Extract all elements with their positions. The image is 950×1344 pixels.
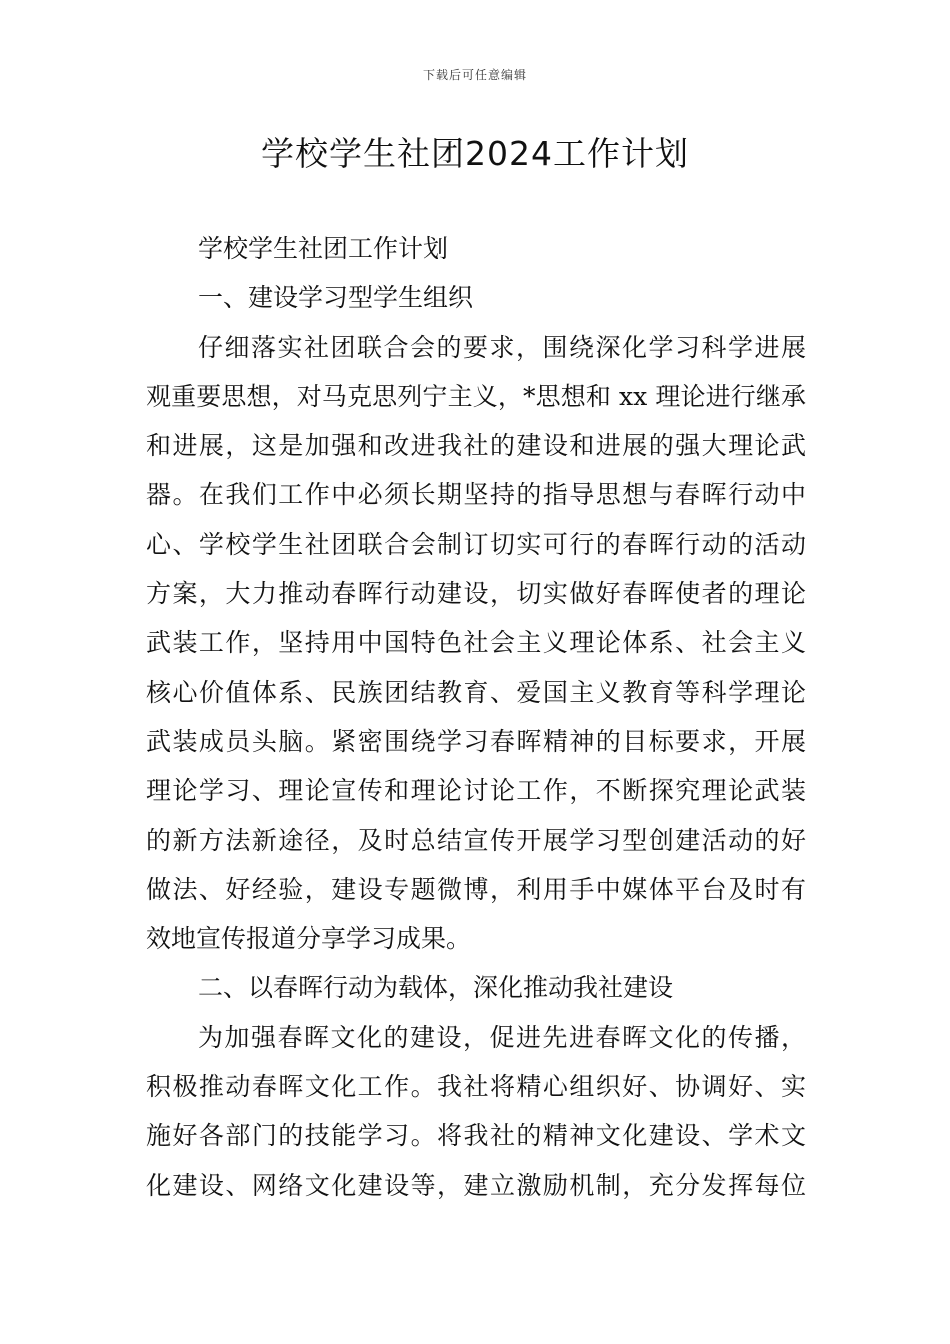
text-line: 的新方法新途径，及时总结宣传开展学习型创建活动的好: [146, 825, 806, 855]
text-line: 心、学校学生社团联合会制订切实可行的春晖行动的活动: [146, 529, 806, 559]
text-line: 和进展，这是加强和改进我社的建设和进展的强大理论武: [146, 431, 806, 461]
text-line: 观重要思想，对马克思列宁主义，*思想和 xx 理论进行继承: [146, 381, 806, 411]
text-line: 方案，大力推动春晖行动建设，切实做好春晖使者的理论: [146, 579, 806, 609]
text-line: 学校学生社团工作计划: [198, 234, 449, 263]
text-line: 化建设、网络文化建设等，建立激励机制，充分发挥每位: [146, 1170, 806, 1200]
text-line: 武装成员头脑。紧密围绕学习春晖精神的目标要求，开展: [146, 726, 806, 756]
text-line: 二、以春晖行动为载体，深化推动我社建设: [198, 973, 674, 1003]
text-line: 效地宣传报道分享学习成果。: [146, 924, 472, 954]
text-line: 理论学习、理论宣传和理论讨论工作，不断探究理论武装: [146, 776, 806, 806]
text-line: 积极推动春晖文化工作。我社将精心组织好、协调好、实: [146, 1072, 806, 1102]
text-line: 核心价值体系、民族团结教育、爱国主义教育等科学理论: [146, 677, 806, 707]
document-title: 学校学生社团2024工作计划: [261, 134, 689, 173]
text-line: 一、建设学习型学生组织: [198, 283, 474, 313]
header-note: 下载后可任意编辑: [422, 68, 527, 82]
text-line: 做法、好经验，建设专题微博，利用手中媒体平台及时有: [146, 874, 806, 904]
text-line: 为加强春晖文化的建设，促进先进春晖文化的传播，: [198, 1022, 806, 1052]
document-body: [146, 224, 806, 1210]
text-line: 施好各部门的技能学习。将我社的精神文化建设、学术文: [146, 1121, 806, 1151]
text-line: 武装工作，坚持用中国特色社会主义理论体系、社会主义: [146, 628, 806, 658]
text-line: 器。在我们工作中必须长期坚持的指导思想与春晖行动中: [146, 480, 806, 510]
text-line: 仔细落实社团联合会的要求，围绕深化学习科学进展: [198, 332, 806, 362]
